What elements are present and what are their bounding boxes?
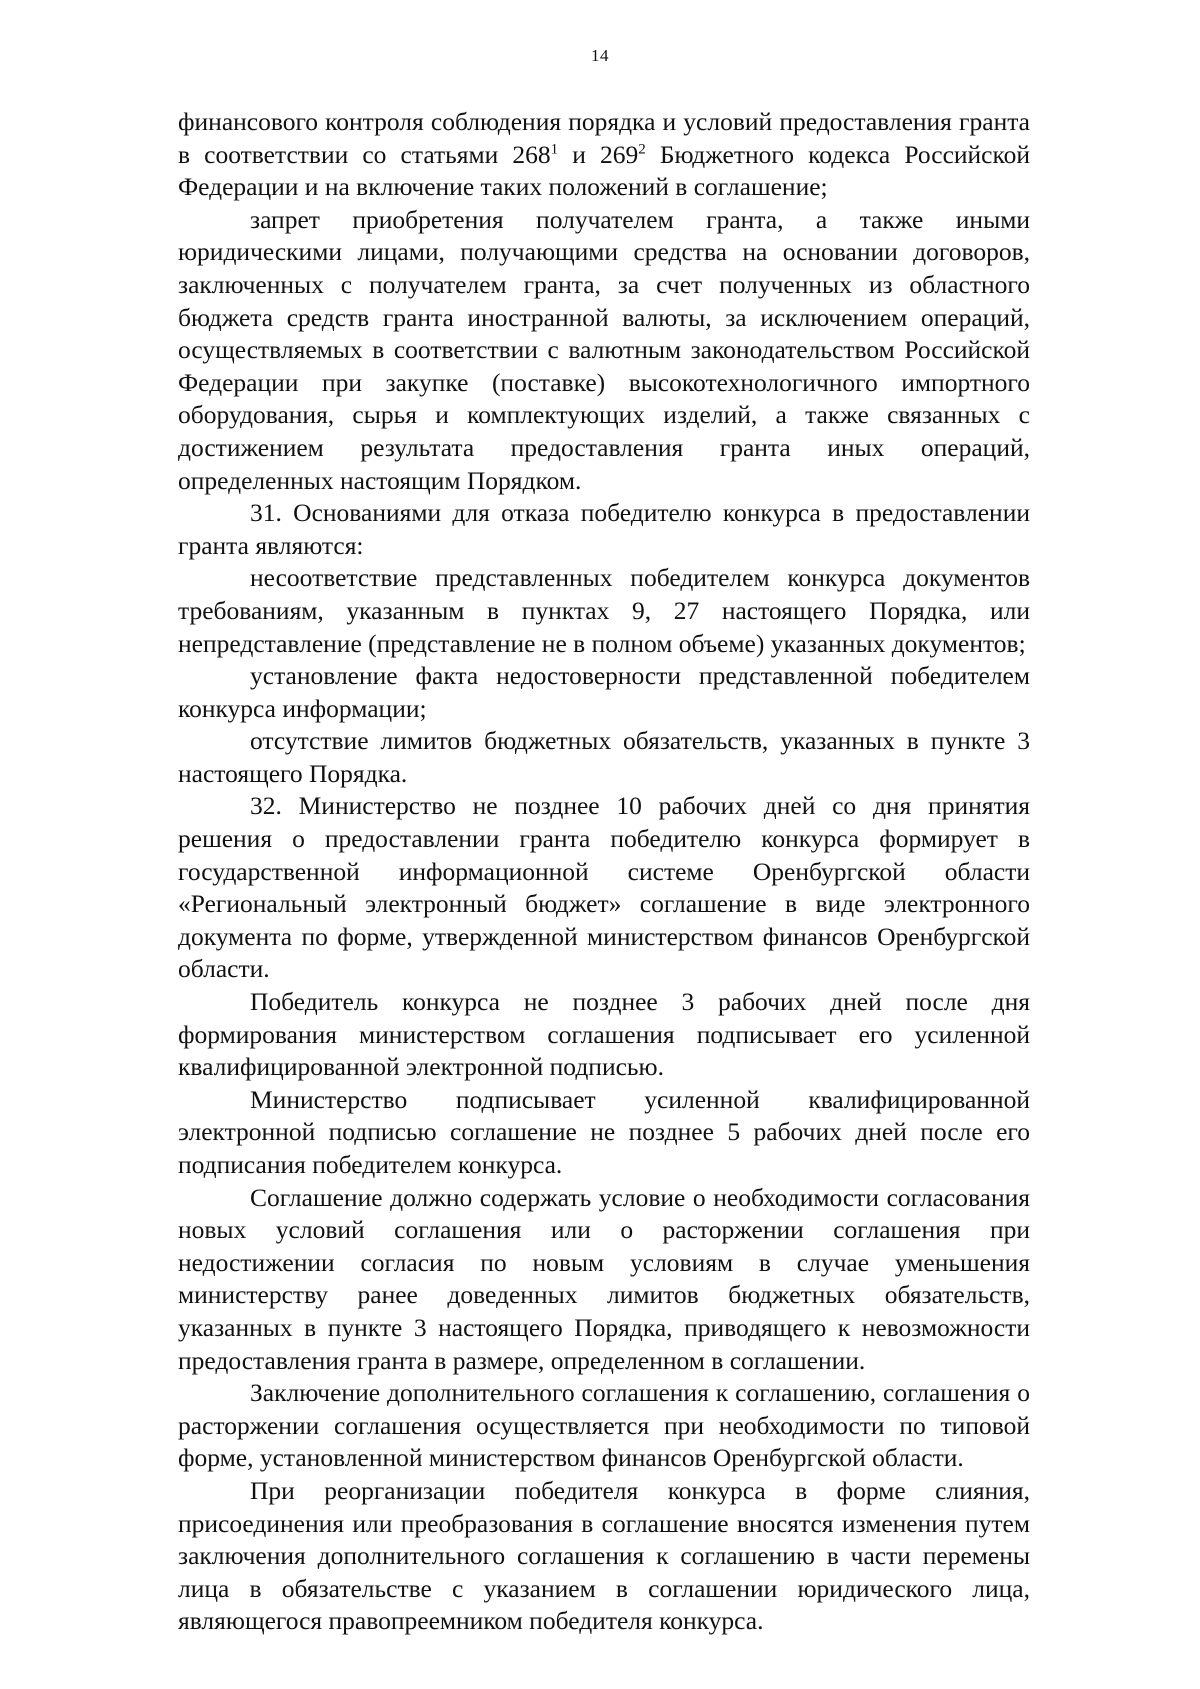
paragraph-ministry-signs: Министерство подписывает усиленной квалифицированной электронной подписью соглашение не позднее 5 рабочих дней после его подписания победителем конкурса. — [178, 1084, 1030, 1179]
paragraph-winner-signs: Победитель конкурса не позднее 3 рабочих дней после дня формирования министерством соглашения подписывает его усиленной квалифицированной электронной подписью. — [178, 987, 1030, 1082]
paragraph-reorganization: При реорганизации победителя конкурса в форме слияния, присоединения или преобразования в соглашение вносятся изменения путем заключения дополнительного соглашения к соглашению в части перемены лица в обязательстве с указанием в соглашении юридического лица, являющегося правопреемником победителя конкурса. — [178, 1475, 1030, 1636]
page-number: 14 — [591, 46, 609, 65]
superscript: 2 — [638, 141, 646, 158]
paragraph-no-limits: отсутствие лимитов бюджетных обязательств, указанных в пункте 3 настоящего Порядка. — [178, 726, 1030, 788]
paragraph-agreement-conditions: Соглашение должно содержать условие о необходимости согласования новых условий соглашения или о расторжении соглашения при недостижении согласия по новым условиям в случае уменьшения министерству ранее доведенных лимитов бюджетных обязательств, указанных в пункте 3 настоящего Порядка, приводящего к невозможности предоставления гранта в размере, определенном в соглашении. — [178, 1182, 1030, 1375]
document-body — [178, 106, 1030, 1638]
paragraph-text: Бюджетного кодекса Российской Федерации и на включение таких положений в соглашение; — [178, 139, 1030, 202]
paragraph-clause-32: 32. Министерство не позднее 10 рабочих дней со дня принятия решения о предоставлении гранта победителю конкурса формирует в государственной информационной системе Оренбургской области «Региональный электронный бюджет» соглашение в виде электронного документа по форме, утвержденной министерством финансов Оренбургской области. — [178, 791, 1030, 984]
paragraph-continuation — [178, 106, 1030, 204]
paragraph-text: финансового контроля соблюдения порядка и условий предоставления гранта в соответствии со статьями 268 — [178, 107, 1030, 169]
superscript: 1 — [550, 141, 559, 158]
paragraph-text: и 269 — [558, 139, 639, 169]
paragraph-additional-agreement: Заключение дополнительного соглашения к соглашению, соглашения о расторжении соглашения осуществляется при необходимости по типовой форме, установленной министерством финансов Оренбургской области. — [178, 1378, 1030, 1473]
paragraph-nonconformity: несоответствие представленных победителем конкурса документов требованиям, указанным в пунктах 9, 27 настоящего Порядка, или непредставление (представление не в полном объеме) указанных документов; — [178, 563, 1030, 658]
paragraph-clause-31: 31. Основаниями для отказа победителю конкурса в предоставлении гранта являются: — [178, 498, 1030, 560]
paragraph-unreliable-info: установление факта недостоверности представленной победителем конкурса информации; — [178, 661, 1030, 723]
paragraph-foreign-currency-ban: запрет приобретения получателем гранта, а также иными юридическими лицами, получающими средства на основании договоров, заключенных с получателем гранта, за счет полученных из областного бюджета средств гранта иностранной валюты, за исключением операций, осуществляемых в соответствии с валютным законодательством Российской Федерации при закупке (поставке) высокотехнологичного импортного оборудования, сырья и комплектующих изделий, а также связанных с достижением результата предоставления гранта иных операций, определенных настоящим Порядком. — [178, 204, 1030, 495]
